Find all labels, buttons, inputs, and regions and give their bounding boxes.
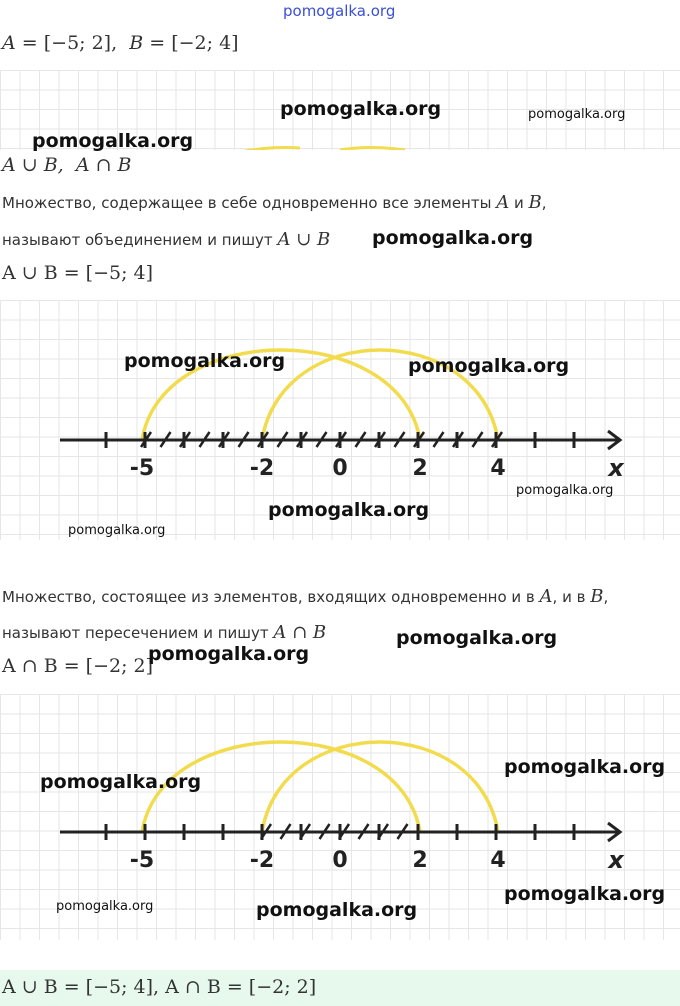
union-def-text2: называют объединением и пишут <box>2 231 278 249</box>
intersection-definition-line1 <box>2 586 608 607</box>
tick-label: 4 <box>490 848 506 873</box>
intersection-expr: A ∩ B <box>273 622 327 643</box>
conj: , и в <box>552 588 591 606</box>
watermark: pomogalka.org <box>504 756 666 778</box>
final-answer: A ∪ B = [−5; 4], A ∩ B = [−2; 2] <box>2 976 317 998</box>
union-op: A ∪ B, <box>2 154 64 176</box>
watermark: pomogalka.org <box>32 130 194 152</box>
tick-label: -2 <box>249 848 275 873</box>
watermark: pomogalka.org <box>268 499 430 521</box>
tick-label: -5 <box>129 456 155 481</box>
axis-label: x <box>608 846 624 874</box>
given-sets: A = [−5; 2], B = [−2; 4] <box>2 32 239 54</box>
watermark: pomogalka.org <box>504 883 666 905</box>
watermark: pomogalka.org <box>372 227 534 249</box>
set-b-value: [−2; 4] <box>171 32 239 54</box>
tick-label: 2 <box>412 456 428 481</box>
intersection-definition-line2 <box>2 622 326 643</box>
watermark: pomogalka.org <box>280 98 442 120</box>
set-b-name: B <box>129 32 144 54</box>
union-def-text: Множество, содержащее в себе одновременно все элементы <box>2 194 497 212</box>
conj: и <box>509 194 529 212</box>
set-a-name: A <box>2 32 16 54</box>
set-a-ref: A <box>496 192 510 213</box>
final-answer-box <box>0 970 680 1006</box>
watermark: pomogalka.org <box>56 899 154 914</box>
union-result: A ∪ B = [−5; 4] <box>2 262 154 284</box>
tick-label: -5 <box>129 848 155 873</box>
inter-def-text2: называют пересечением и пишут <box>2 624 274 642</box>
punct: , <box>603 588 609 606</box>
watermark: pomogalka.org <box>396 627 558 649</box>
inter-def-text: Множество, состоящее из элементов, входящих одновременно и в <box>2 588 540 606</box>
set-b-arc <box>262 742 498 832</box>
watermark: pomogalka.org <box>148 643 310 665</box>
set-b-ref: B <box>528 192 542 213</box>
axis-label: x <box>608 454 624 482</box>
header-watermark[interactable]: pomogalka.org <box>283 2 396 20</box>
watermark: pomogalka.org <box>40 771 202 793</box>
intersection-op: A ∩ B <box>75 154 132 176</box>
watermark: pomogalka.org <box>516 483 614 498</box>
punct: , <box>541 194 547 212</box>
watermark: pomogalka.org <box>528 107 626 122</box>
watermark: pomogalka.org <box>124 350 286 372</box>
set-b-ref: B <box>590 586 604 607</box>
tick-label: 0 <box>332 456 348 481</box>
union-definition-line2 <box>2 229 330 250</box>
watermark: pomogalka.org <box>68 523 166 538</box>
operations-line <box>2 154 132 176</box>
tick-label: 2 <box>412 848 428 873</box>
set-a-value: [−5; 2], <box>43 32 118 54</box>
watermark: pomogalka.org <box>408 355 570 377</box>
intersection-result: A ∩ B = [−2; 2] <box>2 655 154 677</box>
tick-label: 4 <box>490 456 506 481</box>
tick-label: -2 <box>249 456 275 481</box>
set-a-ref: A <box>539 586 553 607</box>
union-definition-line1 <box>2 192 547 213</box>
union-expr: A ∪ B <box>277 229 331 250</box>
watermark: pomogalka.org <box>256 899 418 921</box>
tick-label: 0 <box>332 848 348 873</box>
